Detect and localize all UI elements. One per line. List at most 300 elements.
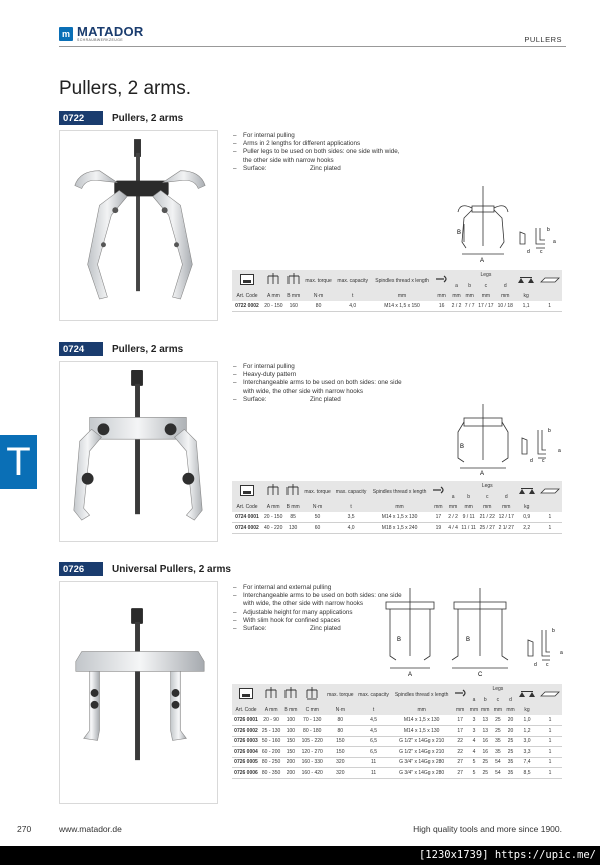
unit-cell: N·m (325, 705, 356, 715)
feature-item: – For internal pulling (233, 132, 403, 140)
surface-label: – Surface: (243, 395, 267, 403)
header-max-capacity: max. capacity (356, 684, 392, 705)
technical-drawing-0722 (452, 184, 562, 266)
feature-list-0722 (233, 132, 403, 173)
section-title: Pullers, 2 arms (112, 343, 184, 355)
table-cell: 20 - 150 (262, 301, 285, 312)
puller-dimension-a-icon (262, 270, 285, 291)
section-title: Universal Pullers, 2 arms (112, 563, 231, 575)
feature-item: – Interchangeable arms to be used on both sides: one side with wide, the other side with narrow hooks (233, 592, 403, 608)
spec-table-0722 (232, 270, 562, 312)
table-cell: 2 1/ 27 (497, 523, 516, 534)
technical-drawing-0724 (450, 402, 565, 478)
table-cell: M14 x 1,5 x 130 (369, 512, 430, 523)
legs-header (478, 481, 497, 502)
feature-item: – Adjustable height for many applications (233, 609, 403, 617)
table-cell: 1 (538, 512, 562, 523)
table-cell: 4 (468, 736, 479, 747)
table-cell: 320 (325, 757, 356, 768)
table-cell: 16 (433, 301, 450, 312)
table-cell: 25 (491, 726, 505, 737)
feature-item: – For internal and external pulling (233, 584, 403, 592)
table-row[interactable] (232, 768, 562, 779)
feature-item: – Puller legs to be used on both sides: one side with wide, the other side with narrow hooks (233, 148, 403, 164)
table-cell: 35 (491, 736, 505, 747)
table-cell: 54 (491, 768, 505, 779)
unit-cell: mm (491, 705, 505, 715)
unit-cell: C mm (300, 705, 325, 715)
package-icon (232, 481, 262, 502)
table-cell: 25 - 130 (260, 726, 282, 737)
unit-cell: t (356, 705, 392, 715)
table-cell: 2,2 (516, 523, 538, 534)
table-cell: 25 / 27 (478, 523, 497, 534)
surface-value: Zinc plated (310, 395, 341, 403)
table-cell: 120 - 270 (300, 747, 325, 758)
feature-item: – For internal pulling (233, 363, 403, 371)
table-cell: M18 x 1,5 x 240 (369, 523, 430, 534)
table-cell: 3,3 (516, 747, 538, 758)
section-code: 0726 (59, 562, 103, 576)
table-cell: 17 (452, 715, 468, 726)
legs-b: b (463, 270, 476, 291)
table-cell: 17 (430, 512, 446, 523)
puller-0722-illustration (60, 131, 217, 320)
table-cell: 22 (452, 736, 468, 747)
legs-d: d (497, 481, 516, 502)
table-cell: 3,0 (516, 736, 538, 747)
table-cell: 4 / 4 (447, 523, 460, 534)
page-title: Pullers, 2 arms. (59, 78, 191, 99)
table-cell: 8,5 (516, 768, 538, 779)
table-cell: G 3/4" x 14Gg x 280 (391, 768, 452, 779)
unit-cell: mm (463, 291, 476, 301)
header-max-torque: max. torque (302, 481, 333, 502)
puller-dimension-b-icon (284, 481, 302, 502)
table-cell: 60 - 200 (260, 747, 282, 758)
table-row[interactable] (232, 736, 562, 747)
table-cell: 10 / 18 (496, 301, 515, 312)
unit-cell: mm (369, 502, 430, 512)
unit-cell: mm (506, 707, 515, 713)
unit-cell: mm (469, 707, 479, 713)
table-cell: 80 - 250 (260, 757, 282, 768)
table-cell: 20 (505, 715, 516, 726)
table-cell: 2 / 2 (450, 301, 463, 312)
table-icon-row (232, 684, 562, 705)
feature-item: – Interchangeable arms to be used on both sides: one side with wide, the other side with narrow hooks (233, 379, 403, 395)
table-cell: 1 (538, 736, 562, 747)
unit-cell: A mm (262, 502, 284, 512)
scale-weight-icon (516, 684, 538, 705)
art-code: 0726 0004 (232, 747, 260, 758)
section-code: 0722 (59, 111, 103, 125)
unit-cell: kg (516, 705, 538, 715)
table-cell: 4,0 (334, 301, 370, 312)
table-cell: 16 (480, 747, 491, 758)
dim-label-a: A (480, 258, 485, 264)
puller-dimension-a-icon (260, 684, 282, 705)
table-cell: 80 (325, 715, 356, 726)
section-title: Pullers, 2 arms (112, 112, 184, 124)
header-category: PULLERS (524, 35, 562, 44)
table-cell: 60 (302, 523, 333, 534)
table-cell: 35 (505, 757, 516, 768)
table-cell: 5 (468, 768, 479, 779)
table-cell: 6,5 (356, 736, 392, 747)
header-max-capacity: max. capacity (334, 270, 370, 291)
legs-b: b (480, 684, 491, 705)
footer-url-link[interactable]: www.matador.de (59, 824, 122, 834)
table-cell: 13 (480, 715, 491, 726)
header-spindles: Spindles thread x length (371, 270, 433, 291)
puller-dimension-b-icon (282, 684, 299, 705)
table-units-row (232, 291, 562, 301)
dim-label-c: C (478, 672, 483, 678)
feature-item: – Heavy-duty pattern (233, 371, 403, 379)
brand-subtitle: SCHRAUBWERKZEUGE (77, 38, 124, 42)
bar-stock-icon (537, 270, 562, 291)
surface-label: – Surface: (243, 625, 267, 633)
scale-weight-icon (515, 270, 537, 291)
table-icon-row (232, 270, 562, 291)
table-cell: 6,5 (356, 747, 392, 758)
image-host-watermark: [1230x1739] https://upic.me/ (418, 849, 596, 861)
unit-cell: mm (496, 291, 515, 301)
table-units-row (232, 502, 562, 512)
product-image-0722 (59, 130, 218, 321)
table-cell: 16 (480, 736, 491, 747)
spec-table-0724 (232, 481, 562, 534)
table-cell: 40 - 220 (262, 523, 284, 534)
unit-cell: B mm (284, 502, 302, 512)
table-icon-row (232, 481, 562, 502)
drawing-0724-svg (450, 402, 565, 478)
table-cell: 25 (491, 715, 505, 726)
table-units-row (232, 705, 562, 715)
art-code: 0726 0005 (232, 757, 260, 768)
table-cell: 1 (538, 757, 562, 768)
legs-d: d (505, 684, 516, 705)
table-cell: 200 (282, 757, 299, 768)
table-row[interactable] (232, 757, 562, 768)
unit-cell (538, 502, 562, 512)
table-cell: 3 (468, 715, 479, 726)
table-cell: 20 (505, 726, 516, 737)
header-spindles: Spindles thread x length (391, 684, 452, 705)
art-code: 0726 0006 (232, 768, 260, 779)
table-cell: 12 / 17 (497, 512, 516, 523)
table-cell: 80 - 180 (300, 726, 325, 737)
table-cell: 13 (480, 726, 491, 737)
table-cell: 2 / 2 (447, 512, 460, 523)
unit-cell (537, 291, 562, 301)
table-cell: 80 (325, 726, 356, 737)
dim-label-small-a: a (560, 650, 563, 656)
legs-a: a (468, 684, 479, 705)
dim-label-small-b: b (552, 628, 555, 634)
surface-label: – Surface: (243, 164, 267, 172)
table-cell: 1 (538, 726, 562, 737)
legs-d: d (496, 270, 515, 291)
section-header-0724 (59, 342, 183, 356)
puller-dimension-a-icon (262, 481, 284, 502)
wrench-icon (430, 481, 446, 502)
unit-cell: mm (478, 502, 497, 512)
dim-label-a: A (480, 471, 485, 477)
table-cell: 320 (325, 768, 356, 779)
table-cell: 25 (480, 768, 491, 779)
dim-label-b-tall: B (460, 444, 465, 450)
dim-label-b-2: B (466, 637, 471, 643)
package-icon (232, 270, 262, 291)
puller-dimension-c-icon (300, 684, 325, 705)
header-max-torque: max. torque (303, 270, 335, 291)
unit-cell: N·m (303, 291, 335, 301)
table-cell: 1 (538, 747, 562, 758)
brand-wordmark (77, 25, 144, 43)
table-cell: 160 (285, 301, 303, 312)
feature-item: – With slim hook for confined spaces (233, 617, 403, 625)
art-code: 0726 0002 (232, 726, 260, 737)
table-cell: G 3/4" x 14Gg x 280 (391, 757, 452, 768)
table-row[interactable] (232, 512, 562, 523)
table-cell: 1,2 (516, 726, 538, 737)
unit-cell: mm (391, 705, 452, 715)
dim-label-small-d: d (530, 458, 533, 464)
table-cell: 27 (452, 757, 468, 768)
art-code: 0724 0002 (232, 523, 262, 534)
surface-value: Zinc plated (310, 625, 341, 633)
table-cell: M14 x 1,5 x 150 (371, 301, 433, 312)
unit-cell: Art. Code (232, 291, 262, 301)
page-number: 270 (17, 824, 32, 834)
chapter-tab[interactable]: T (0, 435, 37, 489)
spec-table-0726 (232, 684, 562, 779)
unit-cell: mm (476, 291, 495, 301)
puller-0724-illustration (60, 362, 217, 541)
unit-cell: mm (433, 291, 450, 301)
package-icon (232, 684, 260, 705)
table-row[interactable] (232, 523, 562, 534)
table-cell: 200 (282, 768, 299, 779)
table-cell: 7 / 7 (463, 301, 476, 312)
feature-list-0724 (233, 363, 403, 404)
table-cell: 25 (505, 736, 516, 747)
table-cell: 17 (452, 726, 468, 737)
dim-label-a: A (408, 672, 413, 678)
dim-label-small-c: c (542, 458, 545, 464)
table-cell: 70 - 130 (300, 715, 325, 726)
table-cell: 1 (538, 523, 562, 534)
puller-0726-illustration (60, 582, 217, 803)
table-cell: 1 (538, 768, 562, 779)
table-cell: 160 - 330 (300, 757, 325, 768)
table-cell: 160 - 420 (300, 768, 325, 779)
table-cell: 25 (480, 757, 491, 768)
legs-b: b (460, 481, 478, 502)
table-row[interactable] (232, 747, 562, 758)
table-cell: 1,0 (516, 715, 538, 726)
unit-cell: mm (447, 502, 460, 512)
legs-label: Legs (480, 272, 492, 278)
header-max-capacity: max. capacity (333, 481, 369, 502)
table-cell: 35 (491, 747, 505, 758)
table-row[interactable] (232, 715, 562, 726)
wrench-icon (433, 270, 450, 291)
brand-logo[interactable] (59, 25, 144, 43)
table-cell: M14 x 1,5 x 130 (391, 715, 452, 726)
unit-cell (538, 705, 562, 715)
table-cell: 27 (452, 768, 468, 779)
dim-label-small-b: b (547, 227, 550, 233)
unit-cell: mm (450, 291, 463, 301)
table-cell: 85 (284, 512, 302, 523)
dim-label-small-a: a (558, 448, 561, 454)
wrench-icon (452, 684, 468, 705)
unit-cell: B mm (282, 705, 299, 715)
drawing-0722-svg (452, 184, 562, 266)
legs-c: c (484, 283, 488, 289)
legs-header (476, 270, 495, 291)
table-cell: 50 (302, 512, 333, 523)
unit-cell: B mm (285, 291, 303, 301)
table-cell: 130 (284, 523, 302, 534)
table-cell: 20 - 150 (262, 512, 284, 523)
unit-cell: Art. Code (232, 705, 260, 715)
legs-a: a (450, 270, 463, 291)
table-cell: 17 / 17 (476, 301, 495, 312)
table-cell: 9 / 11 (460, 512, 478, 523)
header-divider (59, 46, 566, 47)
table-cell: 19 (430, 523, 446, 534)
unit-cell: Art. Code (232, 502, 262, 512)
table-cell: M14 x 1,5 x 130 (391, 726, 452, 737)
table-cell: 0,9 (516, 512, 538, 523)
dim-label-small-c: c (540, 249, 543, 255)
art-code: 0726 0001 (232, 715, 260, 726)
scale-weight-icon (516, 481, 538, 502)
unit-cell: mm (430, 502, 446, 512)
table-cell: 3 (468, 726, 479, 737)
table-row[interactable] (232, 301, 562, 312)
feature-item-surface (233, 165, 403, 173)
legs-a: a (447, 481, 460, 502)
table-cell: 25 (505, 747, 516, 758)
puller-dimension-b-icon (285, 270, 303, 291)
unit-cell: kg (515, 291, 537, 301)
unit-cell: t (334, 291, 370, 301)
table-cell: 105 - 220 (300, 736, 325, 747)
table-cell: 1 (538, 715, 562, 726)
brand-name: MATADOR (77, 24, 144, 39)
legs-c: c (485, 494, 489, 500)
art-code: 0722 0002 (232, 301, 262, 312)
bar-stock-icon (538, 684, 562, 705)
table-cell: 20 - 90 (260, 715, 282, 726)
header-max-torque: max. torque (325, 684, 356, 705)
legs-header (491, 684, 505, 705)
table-cell: G 1/2" x 14Gg x 210 (391, 736, 452, 747)
feature-item: – Arms in 2 lengths for different applications (233, 140, 403, 148)
table-cell: 4,0 (333, 523, 369, 534)
dim-label-small-b: b (548, 428, 551, 434)
table-cell: 22 (452, 747, 468, 758)
footer-tagline: High quality tools and more since 1900. (413, 824, 562, 834)
unit-cell: A mm (260, 705, 282, 715)
unit-cell: N·m (302, 502, 333, 512)
table-cell: 150 (325, 736, 356, 747)
table-cell: 80 (303, 301, 335, 312)
table-cell: 100 (282, 715, 299, 726)
legs-label: Legs (492, 686, 504, 692)
unit-cell: kg (516, 502, 538, 512)
bar-stock-icon (538, 481, 562, 502)
dim-label-small-a: a (553, 239, 556, 245)
legs-c: c (496, 697, 500, 703)
dim-label-small-d: d (527, 249, 530, 255)
table-cell: 11 (356, 757, 392, 768)
surface-value: Zinc plated (310, 164, 341, 172)
table-cell: 150 (282, 747, 299, 758)
unit-cell: mm (497, 502, 516, 512)
dim-label-b: B (397, 637, 402, 643)
dim-label-b-tall: B (457, 230, 462, 236)
table-cell: 100 (282, 726, 299, 737)
product-image-0726 (59, 581, 218, 804)
unit-cell: t (333, 502, 369, 512)
table-cell: 1 (537, 301, 562, 312)
unit-cell: A mm (262, 291, 285, 301)
unit-cell: mm (460, 502, 478, 512)
table-cell: 150 (325, 747, 356, 758)
legs-label: Legs (481, 483, 493, 489)
table-cell: 50 - 160 (260, 736, 282, 747)
unit-cell: mm (481, 707, 490, 713)
dim-label-small-c: c (546, 662, 549, 668)
technical-drawing-0726 (378, 586, 568, 678)
art-code: 0724 0001 (232, 512, 262, 523)
table-cell: 150 (282, 736, 299, 747)
table-cell: 11 / 11 (460, 523, 478, 534)
table-row[interactable] (232, 726, 562, 737)
table-cell: 4 (468, 747, 479, 758)
feature-item-surface (233, 396, 403, 404)
section-header-0726 (59, 562, 231, 576)
table-cell: 11 (356, 768, 392, 779)
unit-cell: mm (371, 291, 433, 301)
table-cell: 80 - 350 (260, 768, 282, 779)
table-cell: G 1/2" x 14Gg x 210 (391, 747, 452, 758)
table-cell: 3,5 (333, 512, 369, 523)
table-cell: 1,1 (515, 301, 537, 312)
table-cell: 54 (491, 757, 505, 768)
table-cell: 35 (505, 768, 516, 779)
section-header-0722 (59, 111, 183, 125)
table-cell: 21 / 22 (478, 512, 497, 523)
matador-logo-icon: m (59, 27, 73, 41)
unit-cell: mm (452, 705, 468, 715)
section-code: 0724 (59, 342, 103, 356)
header-spindles: Spindles thread x length (369, 481, 430, 502)
table-cell: 7,4 (516, 757, 538, 768)
table-cell: 4,5 (356, 726, 392, 737)
product-image-0724 (59, 361, 218, 542)
art-code: 0726 0003 (232, 736, 260, 747)
drawing-0726-svg (378, 586, 568, 678)
table-cell: 5 (468, 757, 479, 768)
table-cell: 4,5 (356, 715, 392, 726)
